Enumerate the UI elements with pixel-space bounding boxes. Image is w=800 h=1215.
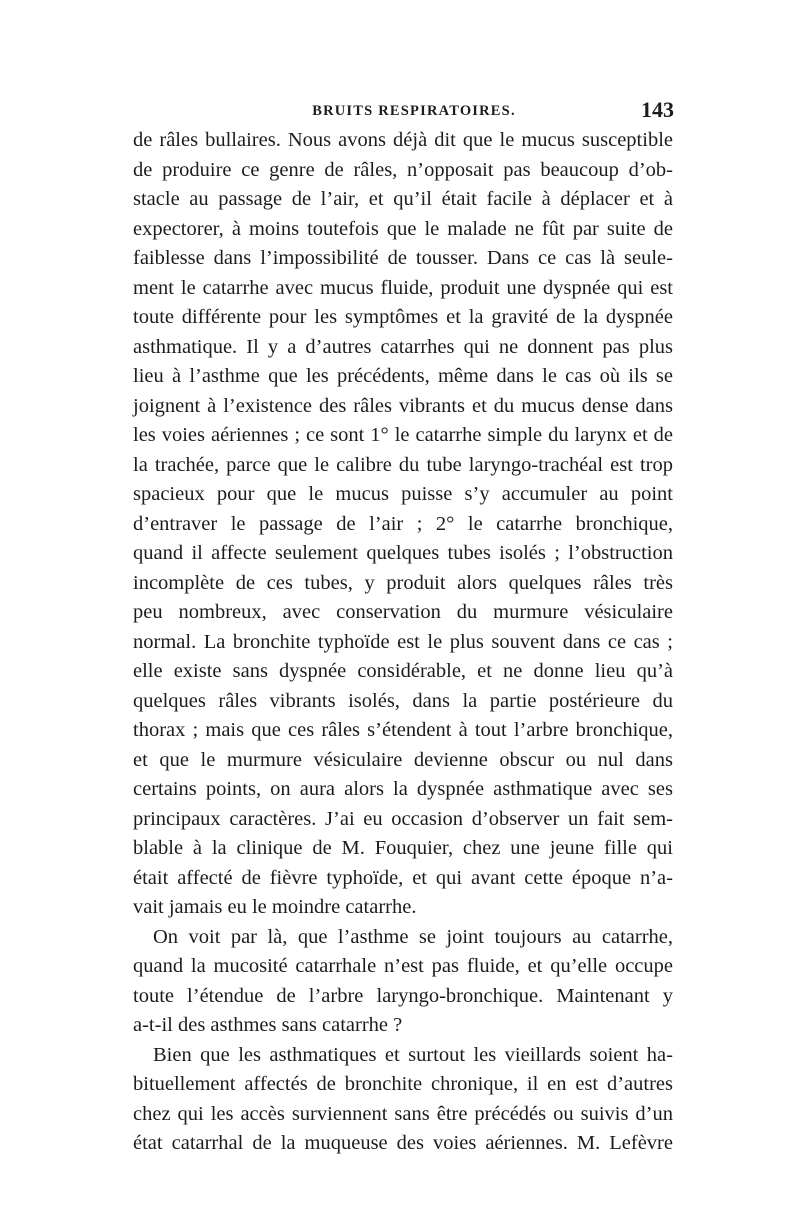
body-text [133,126,673,1159]
text-line: ment le catarrhe avec mucus fluide, produit une dyspnée qui est [133,276,673,299]
text-line: les voies aériennes ; ce sont 1° le catarrhe simple du larynx et de [133,424,673,446]
text-line: état catarrhal de la muqueuse des voies aériennes. M. Lefèvre [133,1132,673,1154]
text-line: elle existe sans dyspnée considérable, et ne donne lieu qu’à [133,660,673,682]
text-line: On voit par là, que l’asthme se joint toujours au catarrhe, [153,925,673,948]
text-line: de produire ce genre de râles, n’opposait pas beaucoup d’ob- [133,158,673,181]
running-title: BRUITS RESPIRATOIRES. [312,103,516,119]
text-line: a-t-il des asthmes sans catarrhe ? [133,1014,403,1036]
text-line: toute différente pour les symptômes et la gravité de la dyspnée [133,306,673,328]
text-line: faiblesse dans l’impossibilité de tousser. Dans ce cas là seule- [133,247,673,269]
text-line: bituellement affectés de bronchite chronique, il en est d’autres [133,1073,673,1095]
text-line: de râles bullaires. Nous avons déjà dit que le mucus susceptible [133,129,673,151]
text-line: quelques râles vibrants isolés, dans la partie postérieure du [133,689,673,712]
text-line: quand la mucosité catarrhale n’est pas fluide, et qu’elle occupe [133,955,673,977]
text-line: Bien que les asthmatiques et surtout les vieillards soient ha- [153,1043,673,1066]
text-line: quand il affecte seulement quelques tubes isolés ; l’obstruction [133,542,673,564]
text-line: certains points, on aura alors la dyspnée asthmatique avec ses [133,778,673,800]
text-line: principaux caractères. J’ai eu occasion d’observer un fait sem- [133,807,673,830]
text-line: était affecté de fièvre typhoïde, et qui avant cette époque n’a- [133,866,673,889]
text-line: d’entraver le passage de l’air ; 2° le catarrhe bronchique, [133,512,673,535]
text-line: stacle au passage de l’air, et qu’il était facile à déplacer et à [133,188,673,210]
text-line: toute l’étendue de l’arbre laryngo-bronchique. Maintenant y [133,984,673,1007]
text-line: normal. La bronchite typhoïde est le plus souvent dans ce cas ; [133,630,673,653]
text-line: et que le murmure vésiculaire devienne obscur ou nul dans [133,748,673,771]
text-line: la trachée, parce que le calibre du tube laryngo-trachéal est trop [133,453,673,476]
page-number: 143 [641,97,674,122]
text-line: blable à la clinique de M. Fouquier, chez une jeune fille qui [133,837,673,859]
text-line: spacieux pour que le mucus puisse s’y accumuler au point [133,483,673,505]
text-line: vait jamais eu le moindre catarrhe. [133,896,417,918]
text-line: peu nombreux, avec conservation du murmure vésiculaire [133,601,673,623]
page-header [134,97,674,127]
text-line: chez qui les accès surviennent sans être précédés ou suivis d’un [133,1102,673,1125]
text-line: joignent à l’existence des râles vibrants et du mucus dense dans [133,394,673,417]
text-line: thorax ; mais que ces râles s’étendent à tout l’arbre bronchique, [133,719,673,741]
text-line: asthmatique. Il y a d’autres catarrhes qui ne donnent pas plus [133,335,673,358]
text-line: expectorer, à moins toutefois que le malade ne fût par suite de [133,217,673,240]
text-line: lieu à l’asthme que les précédents, même dans le cas où ils se [133,365,673,387]
text-line: incomplète de ces tubes, y produit alors quelques râles très [133,571,673,594]
